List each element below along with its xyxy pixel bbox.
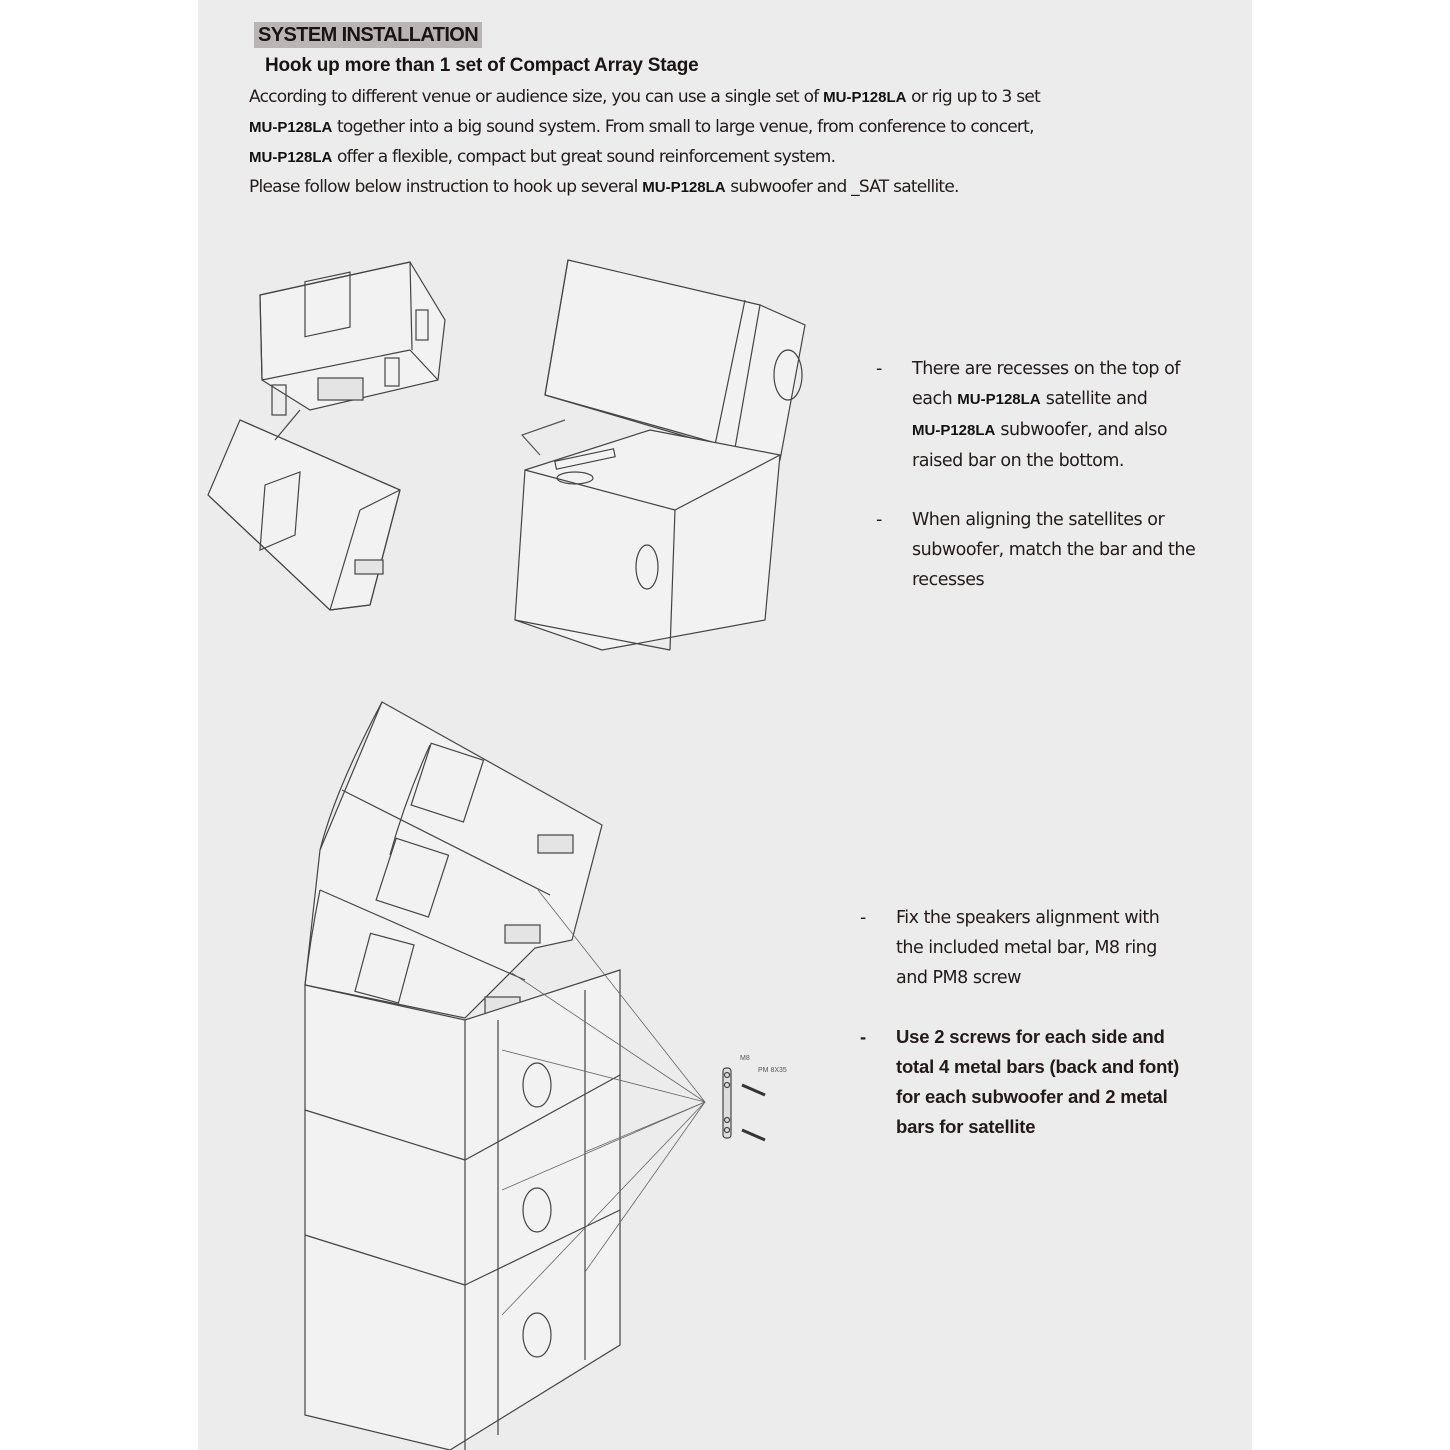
note-text: for each subwoofer and 2 metal	[896, 1086, 1168, 1107]
note-item	[876, 354, 1246, 476]
stacked-array-diagram	[280, 690, 800, 1450]
section-subheading: Hook up more than 1 set of Compact Array Stage	[265, 55, 699, 76]
note-text: satellite and	[1040, 389, 1148, 409]
intro-text: Please follow below instruction to hook up several	[249, 177, 643, 197]
note-text	[912, 384, 1246, 415]
screw-label: PM 8X35	[758, 1067, 787, 1074]
bullet-dash: -	[860, 1026, 866, 1047]
fixing-notes	[860, 903, 1240, 1171]
satellite-stack	[305, 702, 602, 1018]
intro-text: or rig up to 3 set	[906, 87, 1040, 107]
intro-text: subwoofer and _SAT satellite.	[725, 177, 959, 197]
intro-line-1	[249, 82, 1040, 112]
subwoofer-speaker	[515, 430, 780, 650]
model-name: MU-P128LA	[912, 422, 996, 439]
intro-line-3	[249, 142, 1040, 172]
note-text: and PM8 screw	[896, 968, 1021, 988]
speaker-alignment-diagram	[200, 250, 860, 660]
model-name: MU-P128LA	[249, 119, 333, 136]
model-name: MU-P128LA	[249, 149, 333, 166]
note-text: total 4 metal bars (back and font)	[896, 1056, 1180, 1077]
note-item	[860, 903, 1240, 993]
intro-line-4	[249, 172, 1040, 202]
note-text: bars for satellite	[896, 1116, 1036, 1137]
alignment-notes	[876, 354, 1246, 624]
note-text: raised bar on the bottom.	[912, 451, 1124, 471]
note-item	[860, 1022, 1240, 1142]
satellite-speaker-stacking	[545, 260, 805, 460]
note-text: the included metal bar, M8 ring	[896, 938, 1157, 958]
note-text: recesses	[912, 570, 985, 590]
satellite-speaker-tilted	[208, 410, 400, 610]
intro-text: offer a flexible, compact but great sound reinforcement system.	[332, 147, 836, 167]
intro-text: together into a big sound system. From small to large venue, from conference to concert,	[332, 117, 1034, 137]
intro-paragraph	[249, 82, 1040, 202]
ring-label: M8	[740, 1055, 750, 1062]
bullet-dash: -	[876, 510, 882, 530]
note-text: each	[912, 389, 958, 409]
note-text: Use 2 screws for each side and	[896, 1026, 1165, 1047]
subwoofer-stack	[305, 970, 620, 1450]
note-item	[876, 505, 1246, 595]
note-text: subwoofer, match the bar and the	[912, 540, 1196, 560]
note-text: Fix the speakers alignment with	[896, 908, 1160, 928]
bullet-dash: -	[876, 359, 882, 379]
note-text: When aligning the satellites or	[912, 510, 1165, 530]
model-name: MU-P128LA	[957, 391, 1041, 408]
intro-text: According to different venue or audience size, you can use a single set of	[249, 87, 824, 107]
note-text: There are recesses on the top of	[912, 359, 1180, 379]
satellite-speaker-upside-down	[260, 262, 445, 415]
model-name: MU-P128LA	[823, 89, 907, 106]
section-heading: SYSTEM INSTALLATION	[254, 22, 482, 48]
note-text	[912, 415, 1246, 446]
note-text: subwoofer, and also	[995, 420, 1168, 440]
metal-bar-hardware	[723, 1055, 787, 1140]
model-name: MU-P128LA	[642, 179, 726, 196]
bullet-dash: -	[860, 908, 866, 928]
intro-line-2	[249, 112, 1040, 142]
